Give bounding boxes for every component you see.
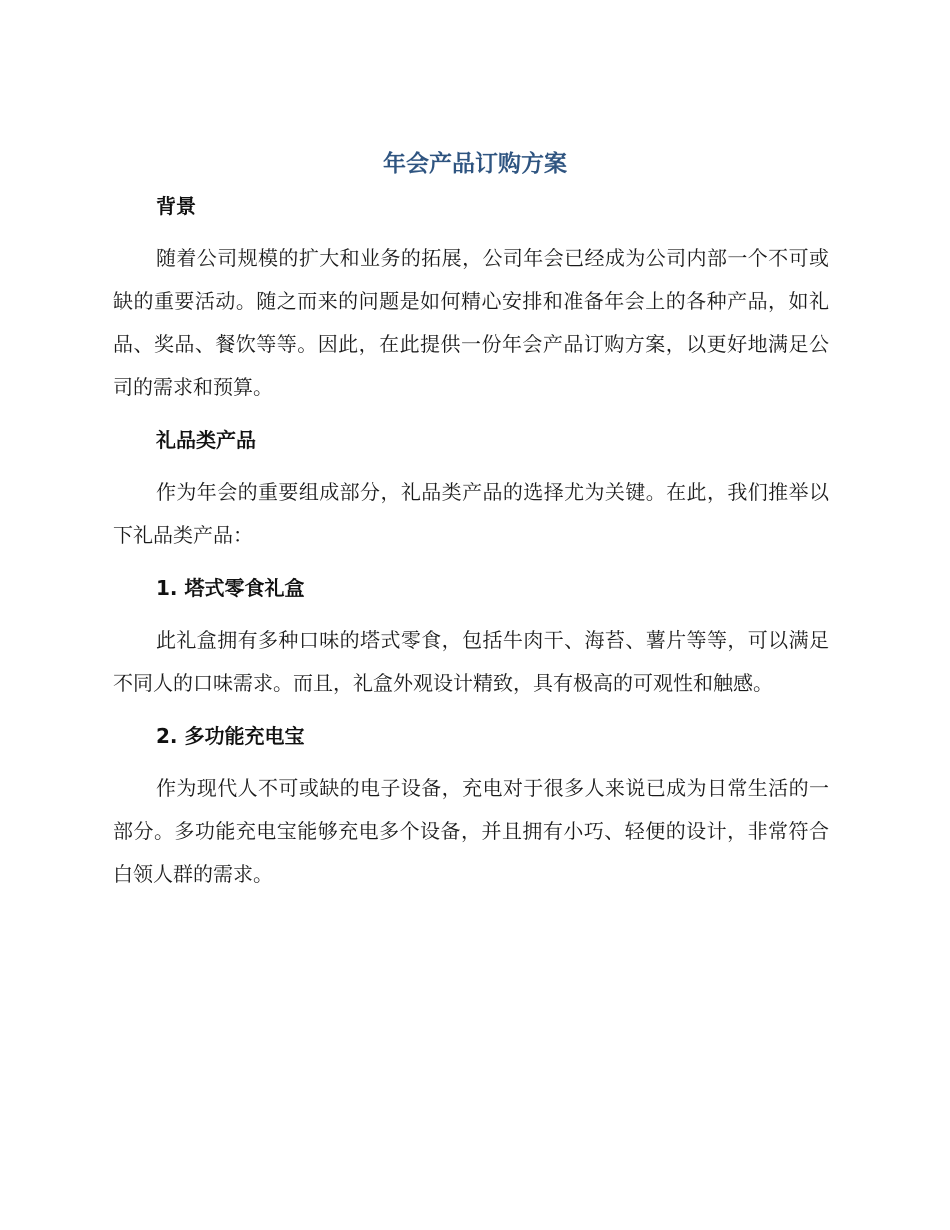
section-snack-gift-box <box>113 568 829 705</box>
section-paragraph: 随着公司规模的扩大和业务的拓展，公司年会已经成为公司内部一个不可或缺的重要活动。随之而来的问题是如何精心安排和准备年会上的各种产品，如礼品、奖品、餐饮等等。因此，在此提供一份年会产品订购方案，以更好地满足公司的需求和预算。 <box>113 246 829 399</box>
section-heading: 背景 <box>156 194 196 218</box>
section-heading: 礼品类产品 <box>156 428 256 452</box>
document-body <box>113 186 829 896</box>
section-background <box>113 186 829 409</box>
section-heading: 2. 多功能充电宝 <box>156 724 305 748</box>
section-paragraph: 此礼盒拥有多种口味的塔式零食，包括牛肉干、海苔、薯片等等，可以满足不同人的口味需求。而且，礼盒外观设计精致，具有极高的可观性和触感。 <box>113 628 829 695</box>
section-gift-products <box>113 420 829 557</box>
section-power-bank <box>113 716 829 896</box>
document-title: 年会产品订购方案 <box>383 151 567 177</box>
section-paragraph: 作为年会的重要组成部分，礼品类产品的选择尤为关键。在此，我们推举以下礼品类产品： <box>113 480 829 547</box>
section-paragraph: 作为现代人不可或缺的电子设备，充电对于很多人来说已成为日常生活的一部分。多功能充电宝能够充电多个设备，并且拥有小巧、轻便的设计，非常符合白领人群的需求。 <box>113 776 829 886</box>
section-heading: 1. 塔式零食礼盒 <box>156 576 305 600</box>
